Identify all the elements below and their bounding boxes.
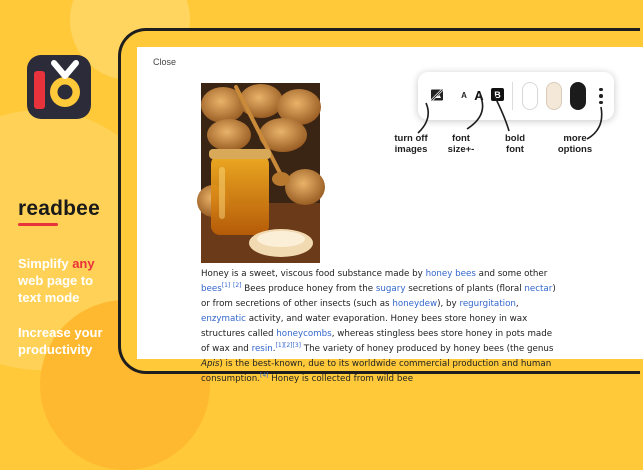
link-honeydew[interactable]: honeydew — [392, 299, 438, 309]
close-link[interactable]: Close — [153, 57, 177, 67]
toolbar-divider — [512, 82, 513, 110]
font-decrease-button[interactable]: A — [461, 90, 467, 100]
reader-screen — [137, 47, 643, 384]
article-text: Bees produce honey from the — [241, 284, 376, 294]
link-honeycombs[interactable]: honeycombs — [276, 329, 332, 339]
theme-dark-swatch[interactable] — [570, 82, 586, 110]
ref-2[interactable]: [2] — [233, 282, 242, 290]
article-text: , whereas stingless bees store honey in pots made of wax and — [201, 329, 553, 354]
article-italic: Apis — [201, 359, 220, 369]
honey-photo — [201, 83, 320, 263]
link-nectar[interactable]: nectar — [524, 284, 553, 294]
bold-font-button[interactable]: B — [491, 88, 504, 101]
callout-font-size: font size+- — [447, 133, 475, 155]
article-text: Honey is a sweet, viscous food substance made by — [201, 269, 426, 279]
theme-white-swatch[interactable] — [522, 82, 538, 110]
callout-bold-font: bold font — [504, 133, 526, 155]
article-text: Honey is collected from wild bee — [268, 374, 414, 384]
article-text: , — [515, 299, 519, 309]
brand-name: readbee — [18, 197, 100, 220]
callout-more-options: more options — [557, 133, 593, 155]
article-text: . — [272, 344, 276, 354]
device-frame — [118, 28, 640, 384]
font-increase-button[interactable]: A — [474, 87, 484, 103]
tagline-productivity: Increase your productivity — [18, 325, 103, 357]
article-body — [201, 267, 561, 387]
link-resin[interactable]: resin — [251, 344, 273, 354]
article-text: and some other — [475, 269, 548, 279]
article-text: The variety of honey produced by honey bees (the genus — [301, 344, 554, 354]
more-vert-icon[interactable] — [596, 85, 606, 107]
ref-4[interactable]: [4] — [260, 372, 269, 380]
article-text: ) or from secretions of other insects (such as — [201, 284, 556, 309]
image-off-icon[interactable] — [430, 88, 444, 102]
tagline-simplify: Simplify any web page to text mode — [18, 256, 95, 305]
ref-1[interactable]: [1] — [221, 282, 231, 290]
link-regurgitation[interactable]: regurgitation — [459, 299, 516, 309]
article-text: secretions of plants (floral — [405, 284, 525, 294]
theme-sepia-swatch[interactable] — [546, 82, 562, 110]
ref-1-2-3[interactable]: [1][2][3] — [275, 342, 302, 350]
article-text: ), by — [437, 299, 460, 309]
reader-toolbar — [418, 72, 614, 120]
link-honey-bees[interactable]: honey bees — [425, 269, 476, 279]
article-text: ) is the best-known, due to its worldwide commercial production and human consumption. — [201, 359, 552, 384]
link-sugary[interactable]: sugary — [375, 284, 406, 294]
link-enzymatic[interactable]: enzymatic — [201, 314, 246, 324]
callout-turn-off-images: turn off images — [394, 133, 428, 155]
readbee-logo — [27, 55, 91, 119]
link-bees[interactable]: bees — [201, 284, 222, 294]
article-text: activity, and water evaporation. Honey bees store honey in wax structures called — [201, 314, 528, 339]
brand-underline — [18, 223, 58, 226]
